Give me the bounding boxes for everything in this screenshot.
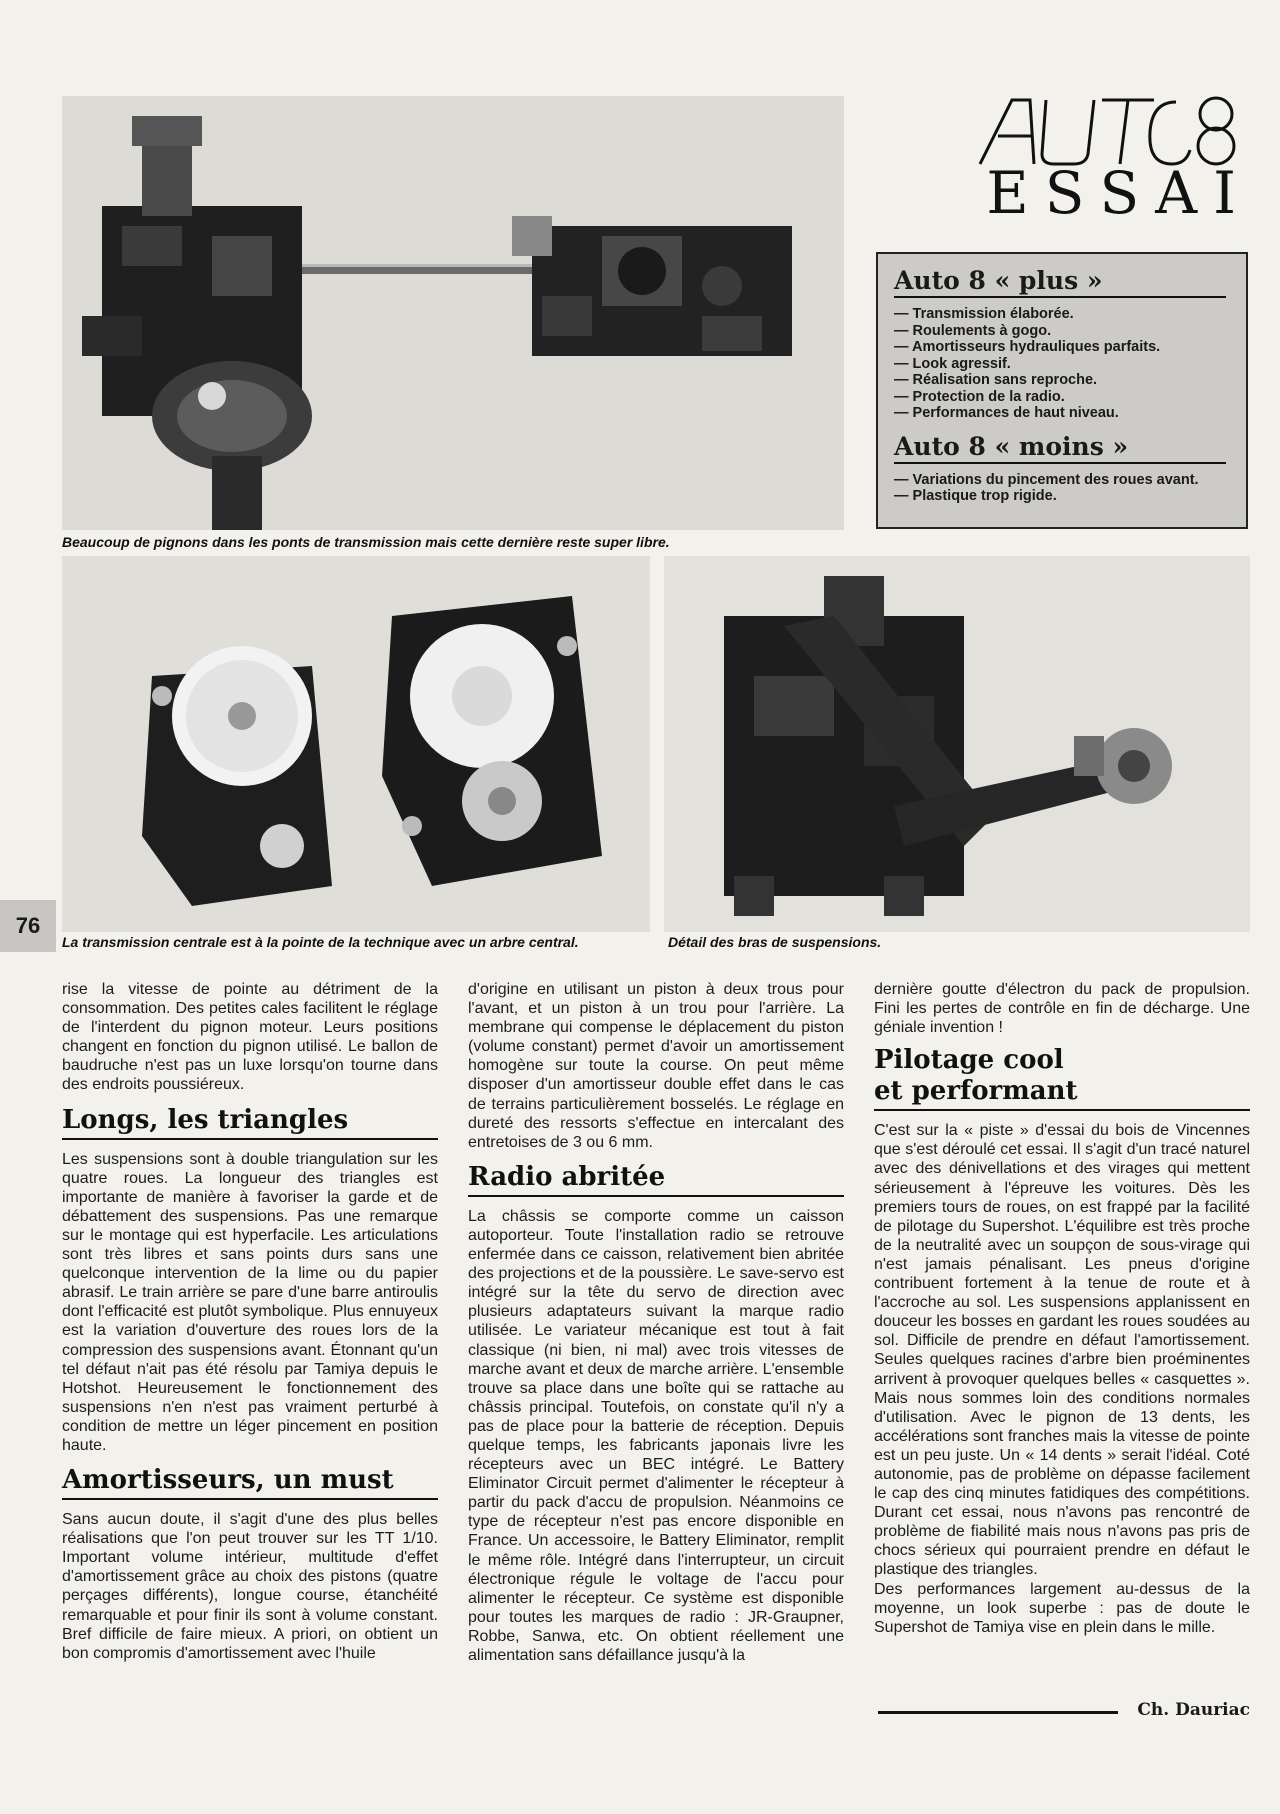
logo-text: AUTO8 <box>976 94 980 95</box>
paragraph: Des performances largement au-dessus de la moyenne, un look superbe : pas de doute le Supershot de Tamiya vise en plein dans le mille. <box>874 1580 1250 1636</box>
section-heading <box>874 1045 1250 1111</box>
paragraph: rise la vitesse de pointe au détriment de la consommation. Des petites cales facilitent le réglage de l'interdent du pignon moteur. Leurs positions changent en fonction du pignon utilisé. Le ballon de baudruche n'est pas un luxe lorsqu'on tourne dans des endroits poussiéreux. <box>62 981 438 1094</box>
pros-heading: Auto 8 « plus » <box>894 266 1226 298</box>
paragraph: d'origine en utilisant un piston à deux trous pour l'avant, et un piston à un trou pour l'arrière. La membrane qui compense le déplacement du piston (volume constant) permet d'avoir un amortissement homogène sur toute la course. On peut même disposer d'un amortisseur double effet dans le cas de terrains particulièrement bosselés. Le réglage en dureté des ressorts s'effectue en intercalant des entretoises de 3 ou 6 mm. <box>468 981 844 1151</box>
section-heading: Amortisseurs, un must <box>62 1465 438 1500</box>
article-column-1 <box>62 980 438 1663</box>
pros-item: — Look agressif. <box>894 355 1011 372</box>
photo-suspension-arms <box>664 556 1250 932</box>
author-name: Ch. Dauriac <box>1137 1700 1250 1720</box>
pros-item: — Performances de haut niveau. <box>894 405 1119 421</box>
caption-central-transmission: La transmission centrale est à la pointe de la technique avec un arbre central. <box>62 934 579 950</box>
paragraph: La châssis se comporte comme un caisson autoporteur. Toute l'installation radio se retrouve enfermée dans ce caisson, relativement bien abritée des projections et de la poussière. Le save-servo est intégré sur la tête du servo de direction avec plusieurs adaptateurs suivant la marque radio utilisée. Le variateur mécanique est tout à fait classique (ni bien, ni mal) avec trois vitesses de marche avant et deux de marche arrière. L'ensemble trouve sa place dans une boîte qui se rattache au châssis principal. Toutefois, on constate qu'il n'y a pas de place pour la batterie de réception. Depuis quelque temps, les fabricants japonais livre les récepteurs avec un BEC intégré. Le Battery Eliminator Circuit permet d'alimenter le récepteur à partir du pack d'accu de propulsion. Néanmoins ce type de récepteur n'est pas encore disponible en France. Un accessoire, le Battery Eliminator, remplit le même rôle. Intégré dans l'interrupteur, un circuit électronique régule le voltage de l'accu pour alimenter le récepteur. Ce système est disponible pour toutes les marques de radio : JR-Graupner, Robbe, Sanwa, etc. On obtient réellement une alimentation sans défaillance jusqu'à la <box>468 1207 844 1664</box>
paragraph: Sans aucun doute, il s'agit d'une des plus belles réalisations que l'on peut trouver sur les TT 1/10. Important volume intérieur, multitude d'effet d'amortissement grâce au choix des pistons (quatre perçages différents), longue course, étanchéité remarquable et pour finir ils sont à volume constant. Bref difficile de faire mieux. A priori, on obtient un bon compromis d'amortissement avec l'huile <box>62 1511 438 1662</box>
section-heading-line: et performant <box>874 1076 1078 1107</box>
pros-item: — Transmission élaborée. <box>894 306 1074 322</box>
signature-rule <box>878 1711 1118 1714</box>
magazine-logo <box>976 94 1246 168</box>
author-signature <box>878 1700 1250 1726</box>
section-heading-line: Pilotage cool <box>874 1045 1064 1076</box>
paragraph: dernière goutte d'électron du pack de propulsion. Fini les pertes de contrôle en fin de décharge. Une géniale invention ! <box>874 981 1250 1037</box>
cons-heading: Auto 8 « moins » <box>894 432 1226 464</box>
paragraph: C'est sur la « piste » d'essai du bois de Vincennes que s'est déroulé cet essai. Il s'agit d'un tracé naturel avec des dénivellations et des virages qui mettent sérieusement à l'épreuve les voitures. Dès les premiers tours de roues, on est frappé par la facilité de pilotage du Supershot. L'équilibre est très proche de la neutralité avec un soupçon de sous-virage qui n'est jamais pénalisant. Les pneus d'origine contribuent fortement à la tenue de route et à l'accroche au sol. Les suspensions applanissent en douceur les bosses en gardant les roues soudées au sol. Difficile de prendre en défaut l'amortissement. Seules quelques racines d'arbre bien proéminentes arrivent à provoquer quelques belles « casquettes ». Mais nous sommes loin des conditions normales d'utilisation. Avec le pignon de 13 dents, les accélérations sont franches mais la vitesse de pointe est un peu juste. Un « 14 dents » serait l'idéal. Coté autonomie, pas de problème on dépasse facilement le cap des cinq minutes fatidiques des compétitions. Durant cet essai, nous n'avons pas rencontré de problème de fiabilité mais nous n'avons pas pris de chocs sérieux qui pourraient prendre en défaut le plastique des triangles. <box>874 1122 1250 1579</box>
page-number: 76 <box>0 900 56 952</box>
section-title-essai: ESSAI <box>986 159 1252 227</box>
pros-list <box>894 306 1226 422</box>
caption-suspension-arms: Détail des bras de suspensions. <box>668 934 882 950</box>
cons-item: — Variations du pincement des roues avant. <box>894 471 1199 488</box>
pros-item: — Protection de la radio. <box>894 388 1065 405</box>
pros-item: — Roulements à gogo. <box>894 322 1052 339</box>
cons-item: — Plastique trop rigide. <box>894 488 1057 504</box>
photo-transmission-axles <box>62 96 844 530</box>
photo-central-transmission <box>62 556 650 932</box>
caption-top-photo: Beaucoup de pignons dans les ponts de transmission mais cette dernière reste super libre. <box>62 534 670 550</box>
article-column-2 <box>468 980 844 1665</box>
pros-item: — Réalisation sans reproche. <box>894 372 1098 388</box>
article-column-3 <box>874 980 1250 1637</box>
cons-list <box>894 472 1226 505</box>
pros-cons-box <box>876 252 1248 529</box>
section-heading: Longs, les triangles <box>62 1105 438 1140</box>
paragraph: Les suspensions sont à double triangulation sur les quatre roues. La longueur des triangles est importante de manière à favoriser la garde et de débattement des suspensions. Pas une remarque sur le montage qui est hyperfacile. Les articulations sont très libres et sans points durs sans une quelconque intervention de la lime ou du papier abrasif. Le train arrière se pare d'une barre antiroulis dont l'efficacité est plutôt symbolique. Plus ennuyeux est la variation d'ouverture des roues lors de la compression des suspensions avant. Étonnant qu'un tel défaut n'ait pas été résolu par Tamiya depuis le Hotshot. Heureusement le fonctionnement des suspensions n'en n'est pas vraiment perturbé à condition de mettre un léger pincement en position haute. <box>62 1150 438 1454</box>
section-heading: Radio abritée <box>468 1162 844 1197</box>
pros-item: — Amortisseurs hydrauliques parfaits. <box>894 339 1161 355</box>
